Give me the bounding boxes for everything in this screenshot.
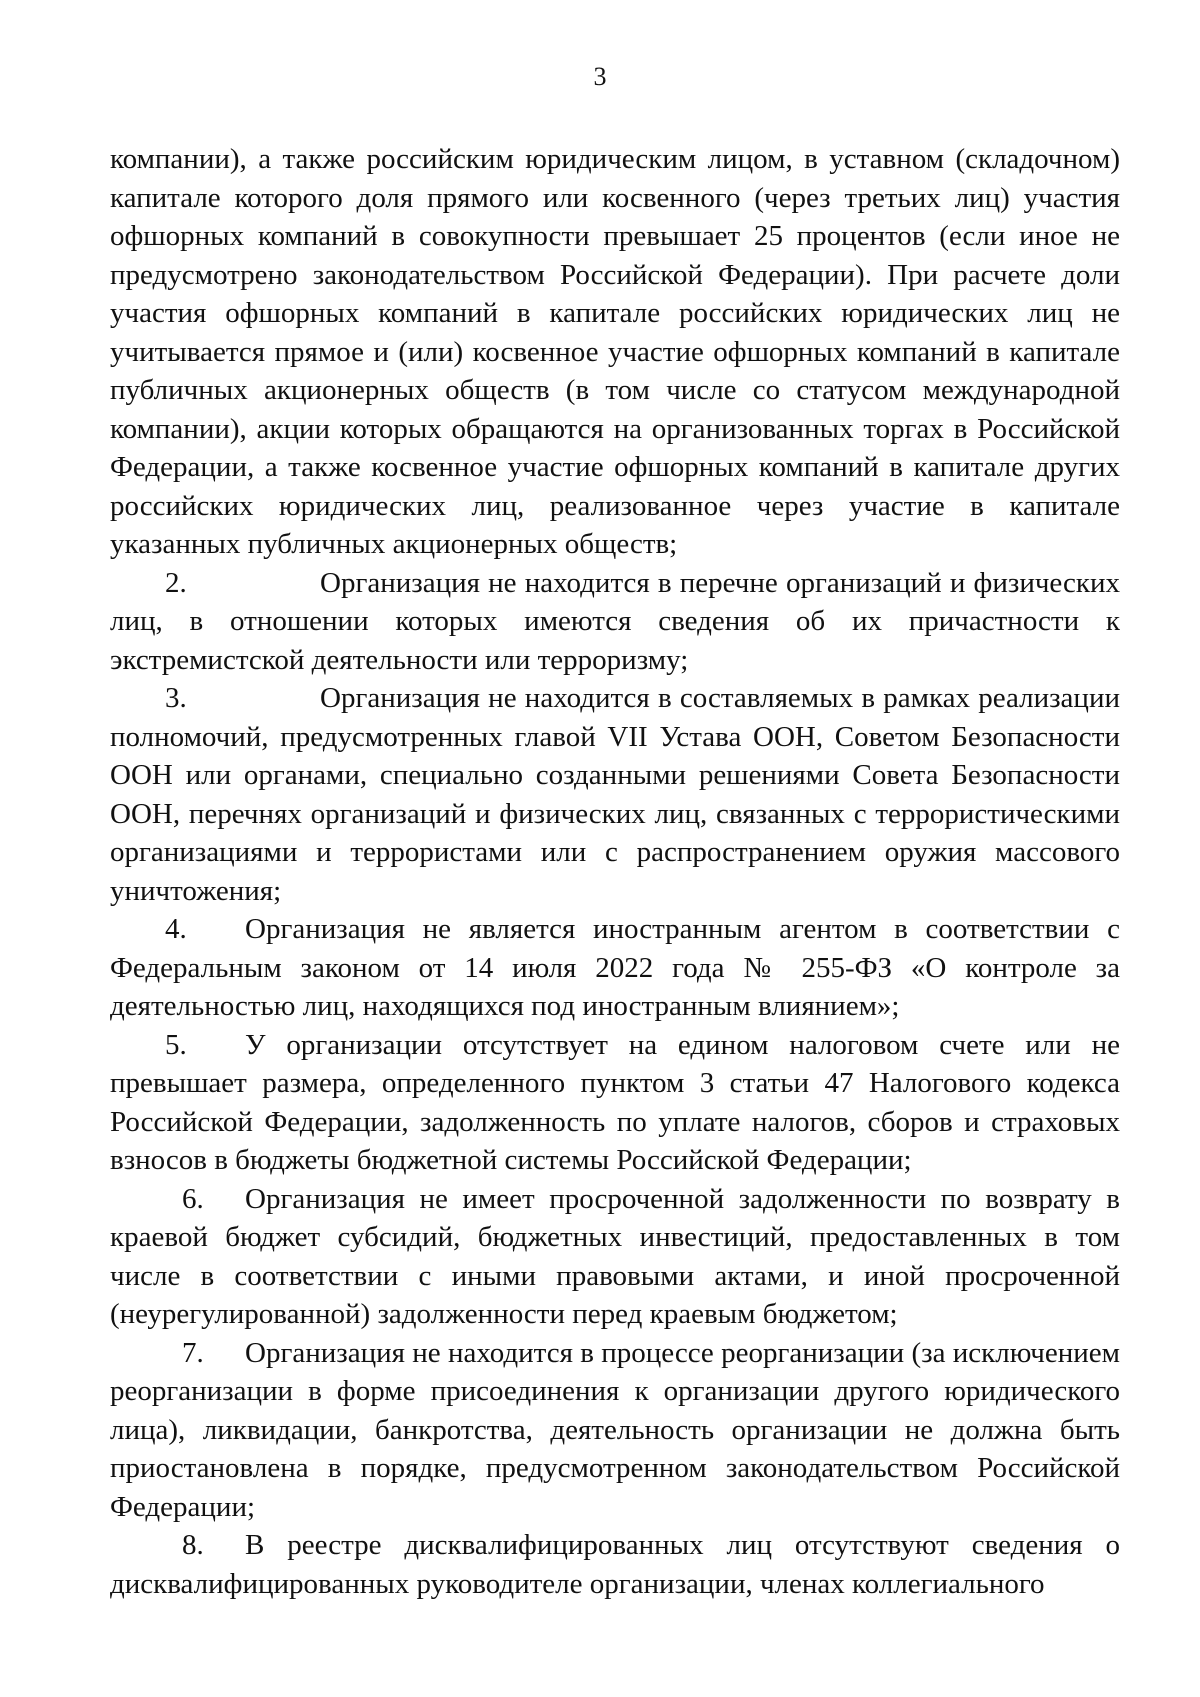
list-item-text: Организация не имеет просроченной задолженности по возврату в краевой бюджет субсидий, бюджетных инвестиций, предоставленных в том числе в соответствии с иными правовыми актами, и иной просроченной (неурегулированной) задолженности перед краевым бюджетом; xyxy=(110,1182,1120,1330)
list-item-number: 5. xyxy=(165,1028,187,1061)
list-item-number: 8. xyxy=(182,1529,204,1561)
list-item-number: 2. xyxy=(165,566,187,599)
list-item-6 xyxy=(110,1180,1120,1334)
list-item-text: У организации отсутствует на едином налоговом счете или не превышает размера, определенного пунктом 3 статьи 47 Налогового кодекса Российской Федерации, задолженность по уплате налогов, сборов и страховых взносов в бюджеты бюджетной системы Российской Федерации; xyxy=(110,1028,1120,1176)
list-item-number: 4. xyxy=(165,913,187,945)
list-item-5 xyxy=(110,1026,1120,1180)
list-item-7 xyxy=(110,1334,1120,1527)
list-item-number: 3. xyxy=(165,682,187,714)
list-item-4 xyxy=(110,910,1120,1026)
list-item-text: Организация не находится в процессе реорганизации (за исключением реорганизации в форме присоединения к организации другого юридического лица), ликвидации, банкротства, деятельность организации не должна быть приостановлена в порядке, предусмотренном законодательством Российской Федерации; xyxy=(110,1336,1120,1523)
document-body xyxy=(110,140,1120,1603)
list-item-3 xyxy=(110,679,1120,910)
list-item-text: Организация не является иностранным агентом в соответствии с Федеральным законом от 14 июля 2022 года № 255-ФЗ «О контроле за деятельностью лиц, находящихся под иностранным влиянием»; xyxy=(110,913,1120,1022)
intro-paragraph: компании), а также российским юридическим лицом, в уставном (складочном) капитале которого доля прямого или косвенного (через третьих лиц) участия офшорных компаний в совокупности превышает 25 процентов (если иное не предусмотрено законодательством Российской Федерации). При расчете доли участия офшорных компаний в капитале российских юридических лиц не учитывается прямое и (или) косвенное участие офшорных компаний в капитале публичных акционерных обществ (в том числе со статусом международной компании), акции которых обращаются на организованных торгах в Российской Федерации, а также косвенное участие офшорных компаний в капитале других российских юридических лиц, реализованное через участие в капитале указанных публичных акционерных обществ; xyxy=(110,143,1120,560)
page-number: 3 xyxy=(593,62,607,91)
list-item-text: Организация не находится в составляемых в рамках реализации полномочий, предусмотренных главой VII Устава ООН, Советом Безопасности ООН или органами, специально созданными решениями Совета Безопасности ООН, перечнях организаций и физических лиц, связанных с террористическими организациями и террористами или с распространением оружия массового уничтожения; xyxy=(110,682,1120,907)
list-item-number: 6. xyxy=(182,1182,204,1215)
list-item-2 xyxy=(110,564,1120,680)
list-item-number: 7. xyxy=(182,1336,204,1369)
list-item-text: В реестре дисквалифицированных лиц отсутствуют сведения о дисквалифицированных руководителе организации, членах коллегиального xyxy=(110,1529,1120,1600)
list-item-8 xyxy=(110,1526,1120,1603)
list-item-text: Организация не находится в перечне организаций и физических лиц, в отношении которых имеются сведения об их причастности к экстремистской деятельности или терроризму; xyxy=(110,566,1120,676)
